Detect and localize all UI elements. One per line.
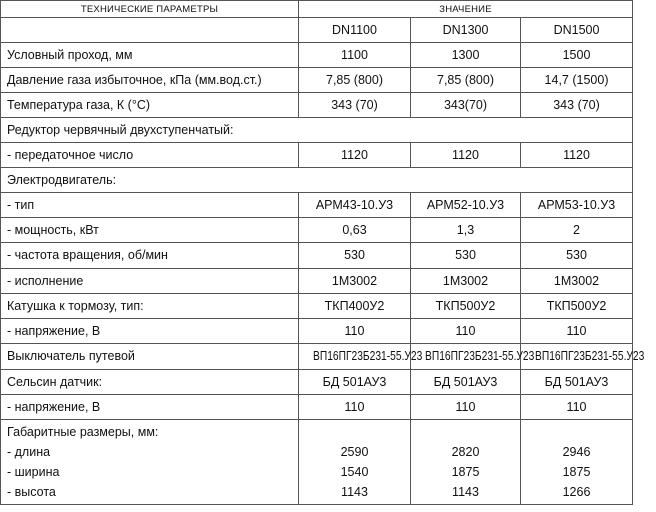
dimensions-values — [411, 420, 521, 505]
value-cell: 1М3002 — [521, 269, 633, 294]
value-cell: 343 (70) — [521, 93, 633, 118]
value-text: ВП16ПГ23Б231-55.У23 — [534, 349, 645, 363]
value-cell: 7,85 (800) — [411, 68, 521, 93]
value-cell: 1М3002 — [299, 269, 411, 294]
value-text: ВП16ПГ23Б231-55.У23 — [424, 349, 535, 363]
dimension-label: - ширина — [7, 465, 60, 479]
row-label: Условный проход, мм — [1, 43, 299, 68]
dimension-value: 1143 — [341, 485, 368, 499]
value-cell — [411, 344, 535, 370]
empty-cell — [1, 18, 299, 43]
table-row — [1, 294, 633, 319]
value-cell: 0,63 — [299, 218, 411, 243]
value-cell: ТКП400У2 — [299, 294, 411, 319]
table-row — [1, 243, 633, 269]
spacer — [301, 422, 408, 442]
row-label: Температура газа, К (°С) — [1, 93, 299, 118]
row-label: Выключатель путевой — [1, 344, 299, 370]
value-cell: 343 (70) — [299, 93, 411, 118]
dimensions-values — [299, 420, 411, 505]
value-cell: ТКП500У2 — [521, 294, 633, 319]
value-cell: 110 — [299, 395, 411, 420]
header-parameters: ТЕХНИЧЕСКИЕ ПАРАМЕТРЫ — [1, 1, 299, 18]
row-label: - напряжение, В — [1, 395, 299, 420]
table-row — [1, 68, 633, 93]
value-cell: 1М3002 — [411, 269, 521, 294]
row-label: - исполнение — [1, 269, 299, 294]
dimensions-values — [521, 420, 633, 505]
table-row — [1, 43, 633, 68]
table-row — [1, 143, 633, 168]
value-cell — [521, 344, 645, 370]
dimension-label: - длина — [7, 445, 51, 459]
value-cell: 110 — [299, 319, 411, 344]
row-label: - тип — [1, 193, 299, 218]
value-cell: 110 — [411, 319, 521, 344]
value-cell: 2 — [521, 218, 633, 243]
value-cell: 530 — [521, 243, 633, 269]
dimension-value: 1875 — [562, 465, 591, 479]
model-header: DN1300 — [411, 18, 521, 43]
dimension-label: Габаритные размеры, мм: — [7, 425, 159, 439]
table-row — [1, 93, 633, 118]
table-row — [1, 370, 633, 395]
value-cell: 1120 — [411, 143, 521, 168]
dimension-value: 1266 — [562, 485, 591, 499]
dimension-value: 1540 — [340, 465, 369, 479]
table-row — [1, 319, 633, 344]
value-text: ВП16ПГ23Б231-55.У23 — [312, 349, 423, 363]
value-cell: АРМ52-10.У3 — [411, 193, 521, 218]
value-cell: 14,7 (1500) — [521, 68, 633, 93]
row-label: - напряжение, В — [1, 319, 299, 344]
value-cell: БД 501АУ3 — [411, 370, 521, 395]
row-label: - частота вращения, об/мин — [1, 243, 299, 269]
row-label: Давление газа избыточное, кПа (мм.вод.ст.) — [1, 68, 299, 93]
value-cell: 1,3 — [411, 218, 521, 243]
value-cell: 530 — [411, 243, 521, 269]
value-cell: АРМ43-10.У3 — [299, 193, 411, 218]
dimensions-labels — [1, 420, 299, 505]
value-cell: БД 501АУ3 — [299, 370, 411, 395]
dimension-label: - высота — [7, 485, 56, 499]
value-cell: АРМ53-10.У3 — [521, 193, 633, 218]
model-header: DN1500 — [521, 18, 633, 43]
row-label: Редуктор червячный двухступенчатый: — [1, 118, 633, 143]
dimensions-row — [1, 420, 633, 505]
spacer — [413, 422, 518, 442]
row-label: Катушка к тормозу, тип: — [1, 294, 299, 319]
row-label: - передаточное число — [1, 143, 299, 168]
row-label: Сельсин датчик: — [1, 370, 299, 395]
dimension-value: 2590 — [340, 445, 369, 459]
value-cell: 1120 — [299, 143, 411, 168]
table-row — [1, 218, 633, 243]
model-header: DN1100 — [299, 18, 411, 43]
dimension-value: 2820 — [451, 445, 480, 459]
value-cell: 1100 — [299, 43, 411, 68]
dimension-value: 2946 — [562, 445, 591, 459]
table-row — [1, 395, 633, 420]
value-cell: 110 — [521, 319, 633, 344]
value-cell — [299, 344, 423, 370]
value-cell: 1500 — [521, 43, 633, 68]
table-row — [1, 168, 633, 193]
value-cell: 7,85 (800) — [299, 68, 411, 93]
row-label: - мощность, кВт — [1, 218, 299, 243]
spacer — [523, 422, 630, 442]
value-cell: 1300 — [411, 43, 521, 68]
value-cell: 110 — [521, 395, 633, 420]
table-row — [1, 344, 633, 370]
dimension-value: 1875 — [451, 465, 480, 479]
value-cell: 110 — [411, 395, 521, 420]
value-cell: 530 — [299, 243, 411, 269]
table-row — [1, 118, 633, 143]
value-cell: ТКП500У2 — [411, 294, 521, 319]
value-cell: 1120 — [521, 143, 633, 168]
value-cell: БД 501АУ3 — [521, 370, 633, 395]
row-label: Электродвигатель: — [1, 168, 633, 193]
value-cell: 343(70) — [411, 93, 521, 118]
dimension-value: 1143 — [452, 485, 479, 499]
table-row — [1, 269, 633, 294]
table-row — [1, 193, 633, 218]
header-values: ЗНАЧЕНИЕ — [299, 1, 633, 18]
